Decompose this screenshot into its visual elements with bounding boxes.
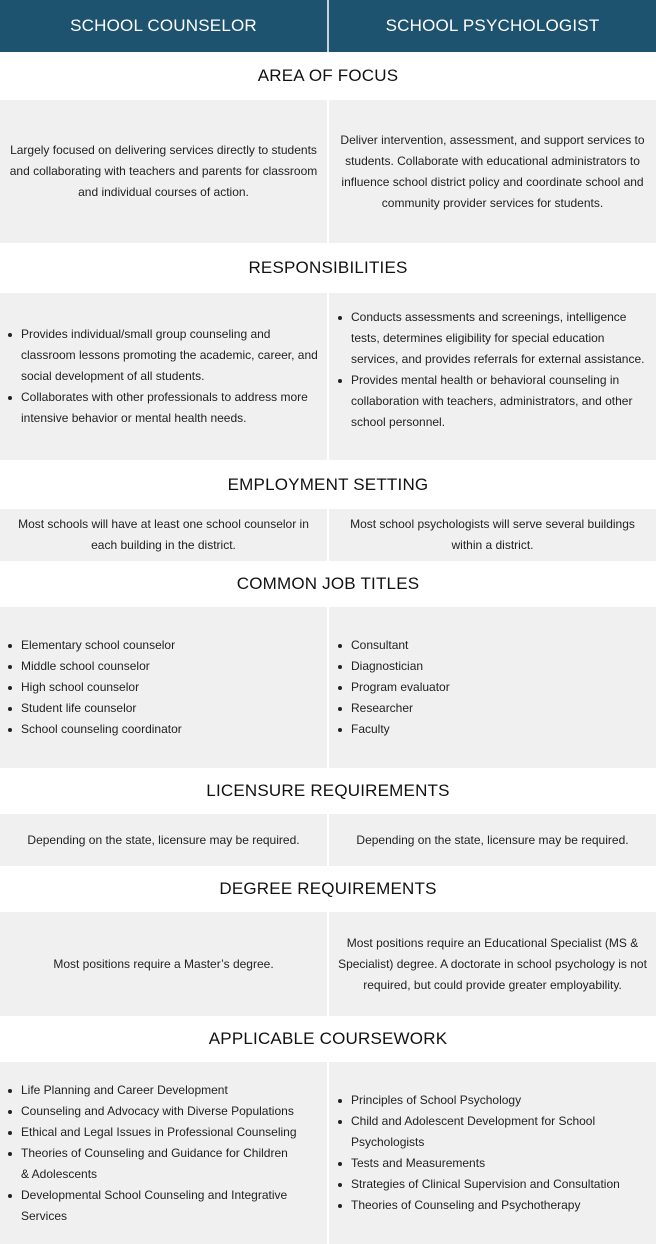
section-title-area-of-focus: AREA OF FOCUS bbox=[0, 52, 656, 100]
psychologist-employment-setting-text: Most school psychologists will serve several buildings within a district. bbox=[350, 517, 635, 552]
list-item: Consultant bbox=[338, 635, 650, 656]
psychologist-job-titles bbox=[329, 607, 656, 768]
list-item: Theories of Counseling and Guidance for Children & Adolescents bbox=[8, 1143, 291, 1185]
counselor-area-of-focus bbox=[0, 100, 327, 243]
list-item: Theories of Counseling and Psychotherapy bbox=[338, 1195, 616, 1216]
section-title-employment-setting: EMPLOYMENT SETTING bbox=[0, 460, 656, 509]
list-item: Child and Adolescent Development for School Psychologists bbox=[338, 1111, 616, 1153]
counselor-job-titles bbox=[0, 607, 327, 768]
list-item: Collaborates with other professionals to address more intensive behavior or mental health needs. bbox=[8, 387, 321, 429]
row-applicable-coursework bbox=[0, 1062, 656, 1244]
counselor-coursework bbox=[0, 1062, 327, 1244]
psychologist-licensure bbox=[329, 814, 656, 866]
counselor-employment-setting bbox=[0, 509, 327, 561]
counselor-employment-setting-text: Most schools will have at least one school counselor in each building in the district. bbox=[18, 517, 309, 552]
header-school-psychologist: SCHOOL PSYCHOLOGIST bbox=[385, 16, 600, 35]
psychologist-coursework bbox=[329, 1062, 656, 1244]
section-title-applicable-coursework: APPLICABLE COURSEWORK bbox=[0, 1016, 656, 1062]
row-responsibilities bbox=[0, 293, 656, 460]
list-item: Middle school counselor bbox=[8, 656, 321, 677]
list-item: High school counselor bbox=[8, 677, 321, 698]
list-item: Diagnostician bbox=[338, 656, 650, 677]
list-item: Researcher bbox=[338, 698, 650, 719]
list-item: Student life counselor bbox=[8, 698, 321, 719]
list-item: Program evaluator bbox=[338, 677, 650, 698]
list-item: Developmental School Counseling and Integrative Services bbox=[8, 1185, 291, 1227]
header-school-counselor: SCHOOL COUNSELOR bbox=[70, 16, 257, 35]
counselor-area-of-focus-text: Largely focused on delivering services directly to students and collaborating with teachers and parents for classroom and individual courses of action. bbox=[9, 143, 318, 199]
psychologist-area-of-focus-text: Deliver intervention, assessment, and support services to students. Collaborate with educational administrators to influence school district policy and coordinate school and community provider services for students. bbox=[340, 132, 645, 210]
psychologist-responsibilities bbox=[329, 293, 656, 460]
list-item: School counseling coordinator bbox=[8, 719, 321, 740]
counselor-degree bbox=[0, 912, 327, 1016]
psychologist-licensure-text: Depending on the state, licensure may be required. bbox=[356, 832, 629, 847]
list-item: Counseling and Advocacy with Diverse Populations bbox=[8, 1101, 291, 1122]
counselor-degree-text: Most positions require a Master’s degree. bbox=[53, 956, 274, 971]
psychologist-employment-setting bbox=[329, 509, 656, 561]
list-item: Life Planning and Career Development bbox=[8, 1080, 291, 1101]
section-title-degree-requirements: DEGREE REQUIREMENTS bbox=[0, 866, 656, 912]
counselor-licensure-text: Depending on the state, licensure may be required. bbox=[27, 832, 300, 847]
counselor-coursework-list bbox=[0, 1080, 327, 1227]
table-header bbox=[0, 0, 656, 52]
psychologist-job-titles-list bbox=[329, 635, 656, 740]
psychologist-area-of-focus bbox=[329, 100, 656, 243]
list-item: Provides mental health or behavioral counseling in collaboration with teachers, administrators, and other school personnel. bbox=[338, 370, 650, 433]
row-employment-setting bbox=[0, 509, 656, 561]
row-common-job-titles bbox=[0, 607, 656, 768]
section-title-responsibilities: RESPONSIBILITIES bbox=[0, 243, 656, 293]
counselor-job-titles-list bbox=[0, 635, 327, 740]
row-area-of-focus bbox=[0, 100, 656, 243]
list-item: Faculty bbox=[338, 719, 650, 740]
section-title-licensure-requirements: LICENSURE REQUIREMENTS bbox=[0, 768, 656, 814]
counselor-licensure bbox=[0, 814, 327, 866]
row-licensure-requirements bbox=[0, 814, 656, 866]
section-title-common-job-titles: COMMON JOB TITLES bbox=[0, 561, 656, 607]
counselor-responsibilities-list bbox=[0, 324, 327, 429]
list-item: Tests and Measurements bbox=[338, 1153, 616, 1174]
psychologist-degree bbox=[329, 912, 656, 1016]
psychologist-responsibilities-list bbox=[329, 307, 656, 433]
list-item: Provides individual/small group counseling and classroom lessons promoting the academic, career, and social development of all students. bbox=[8, 324, 321, 387]
list-item: Principles of School Psychology bbox=[338, 1090, 616, 1111]
list-item: Elementary school counselor bbox=[8, 635, 321, 656]
list-item: Ethical and Legal Issues in Professional Counseling bbox=[8, 1122, 291, 1143]
psychologist-coursework-list bbox=[329, 1090, 656, 1216]
psychologist-degree-text: Most positions require an Educational Specialist (MS & Specialist) degree. A doctorate in school psychology is not required, but could provide greater employability. bbox=[338, 935, 647, 992]
row-degree-requirements bbox=[0, 912, 656, 1016]
list-item: Conducts assessments and screenings, intelligence tests, determines eligibility for special education services, and provides referrals for external assistance. bbox=[338, 307, 650, 370]
list-item: Strategies of Clinical Supervision and Consultation bbox=[338, 1174, 616, 1195]
counselor-responsibilities bbox=[0, 293, 327, 460]
